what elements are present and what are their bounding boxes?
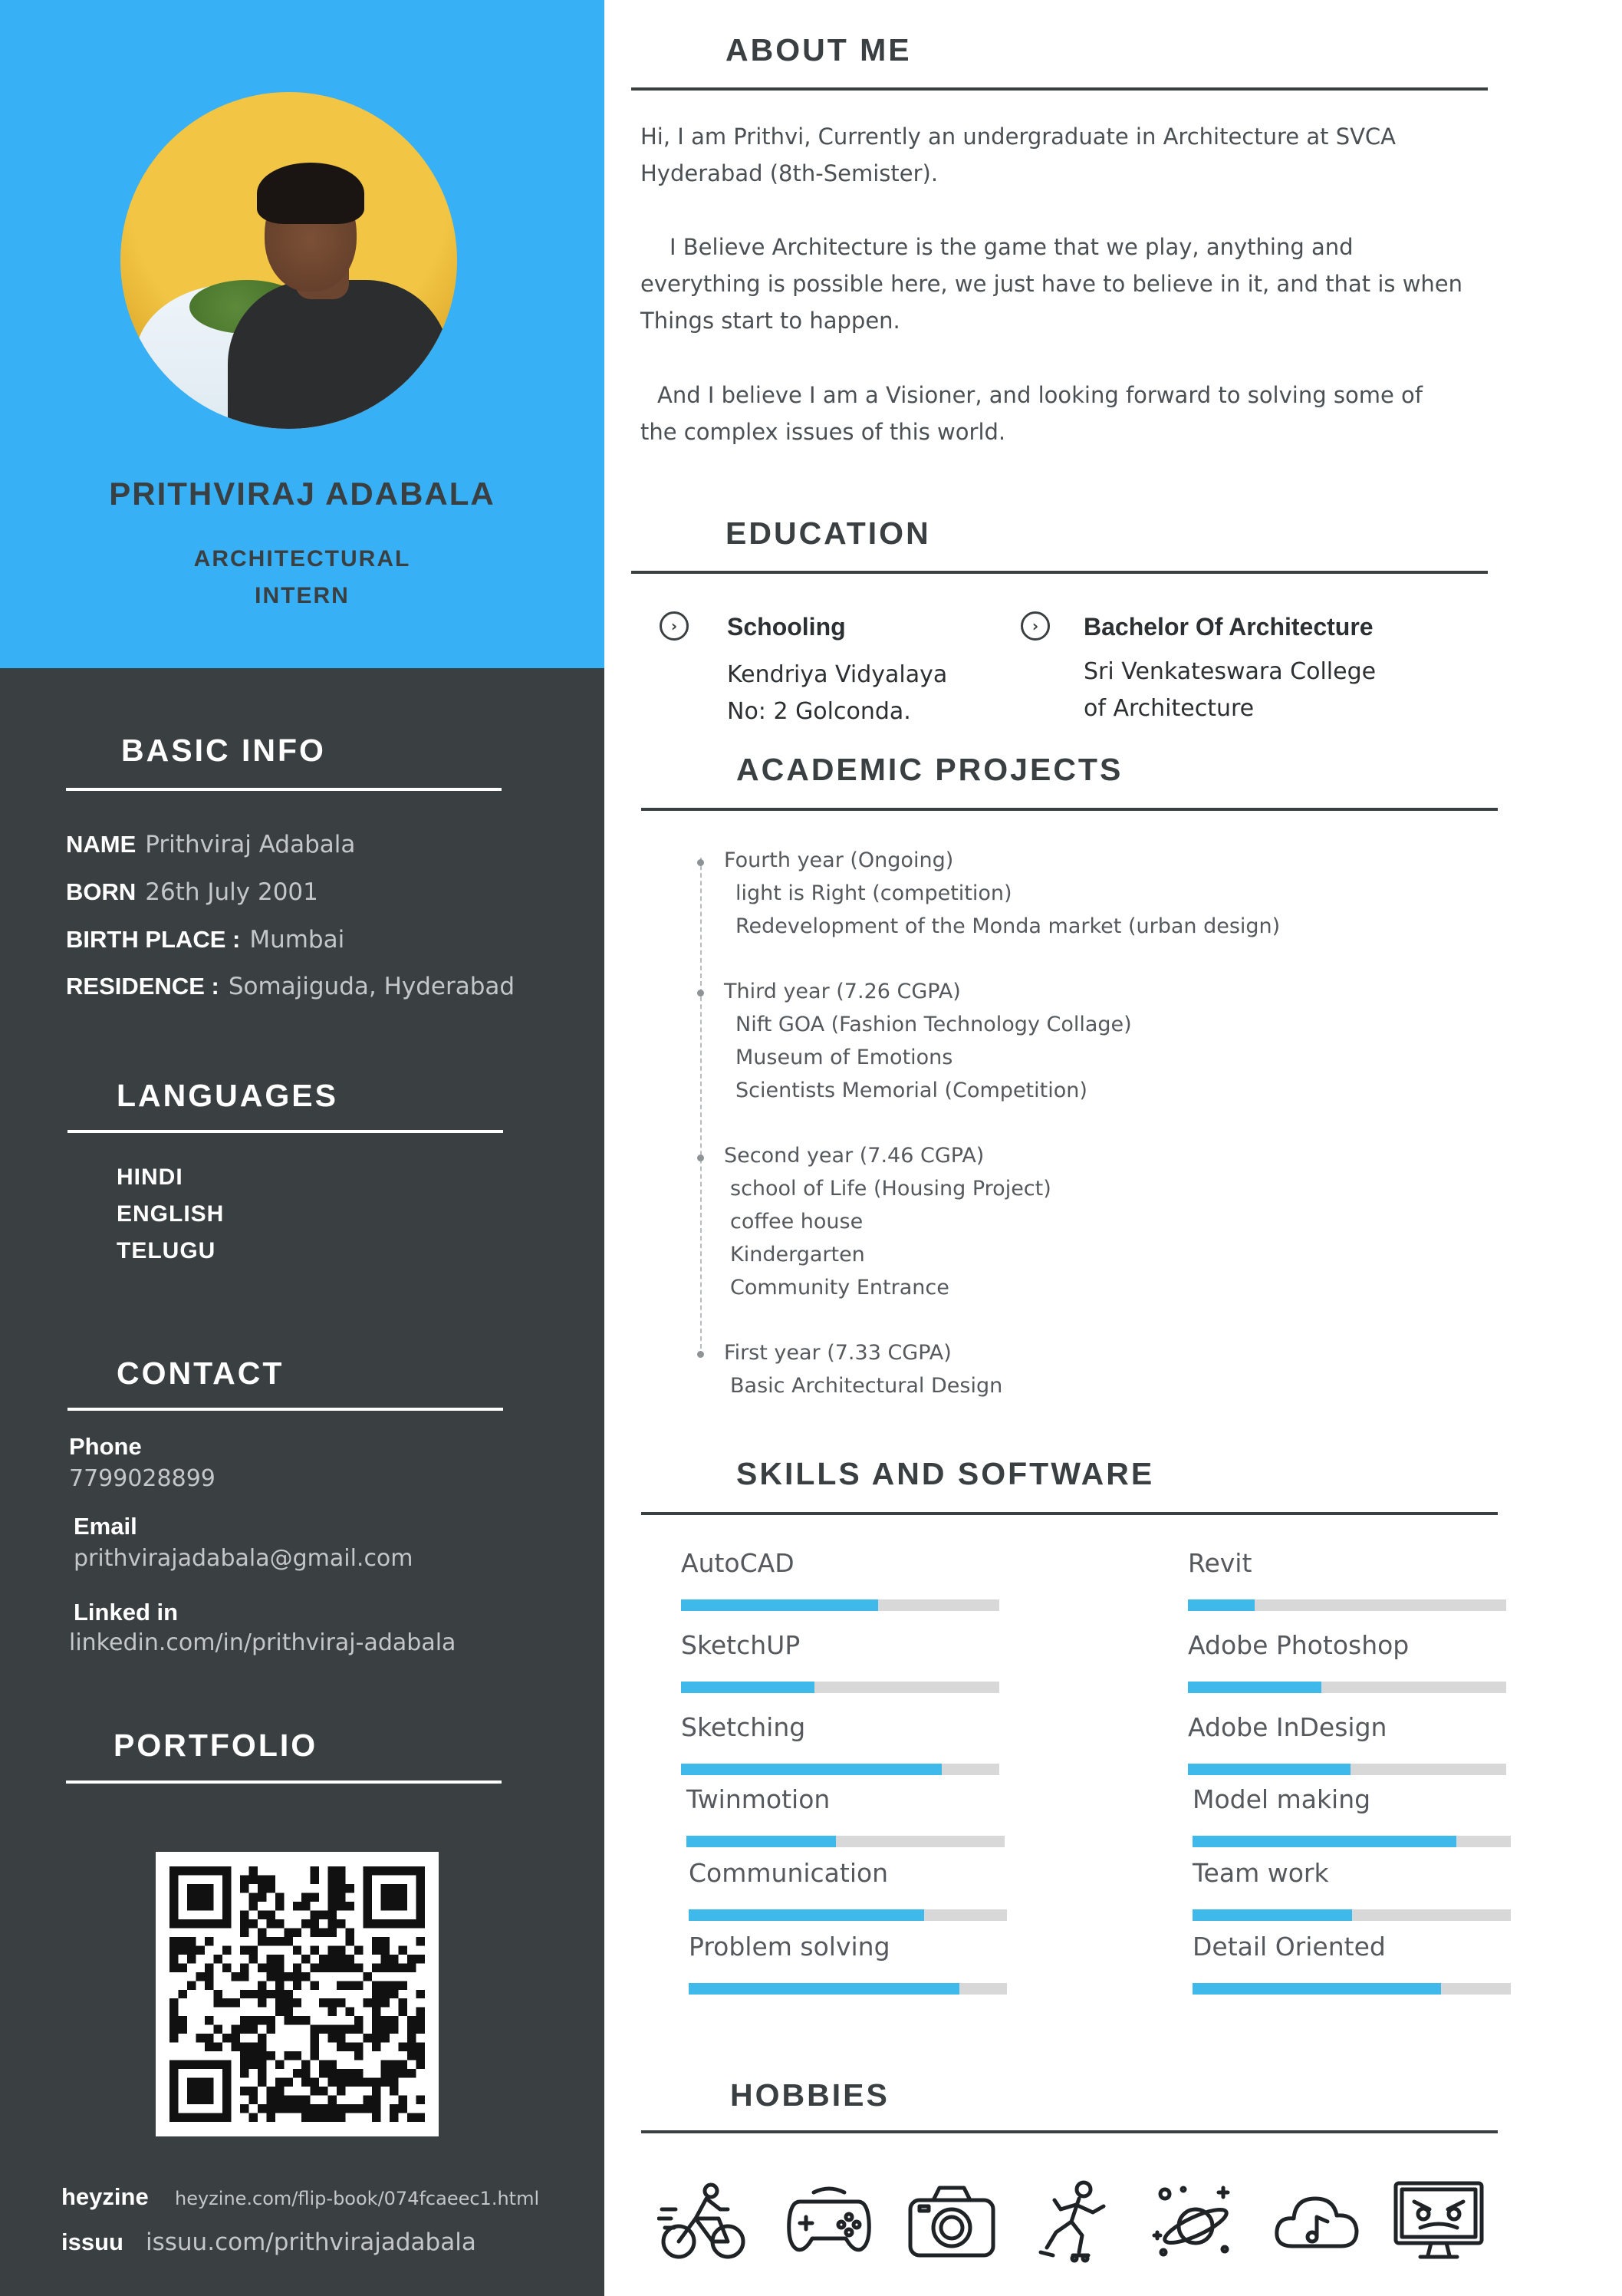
space-icon	[1148, 2179, 1240, 2263]
skill-label: Team work	[1193, 1858, 1329, 1888]
heyzine-label: heyzine	[61, 2183, 149, 2210]
languages-heading: LANGUAGES	[117, 1078, 338, 1113]
gaming-monitor-icon	[1393, 2179, 1485, 2263]
about-paragraph-2: I Believe Architecture is the game that we play, anything and everything is possible here, we just have to believe in it, and that is when Things start to happen.	[640, 234, 1463, 334]
project-item: Redevelopment of the Monda market (urban design)	[735, 914, 1281, 938]
timeline-dot	[697, 859, 704, 866]
skill-label: SketchUP	[681, 1630, 801, 1660]
education-divider	[631, 571, 1488, 574]
education-heading: EDUCATION	[725, 516, 931, 551]
contact-divider	[67, 1408, 503, 1411]
skill-label: Model making	[1193, 1784, 1371, 1814]
project-item: Kindergarten	[730, 1243, 865, 1267]
language-item: HINDI	[117, 1164, 183, 1190]
skill-label: Sketching	[681, 1712, 806, 1742]
skill-bar	[681, 1682, 999, 1693]
portfolio-qr-code[interactable]	[156, 1852, 439, 2136]
skill-bar-fill	[689, 1909, 924, 1921]
role-title-line2: INTERN	[255, 583, 350, 608]
education-title-bachelor: Bachelor Of Architecture	[1084, 613, 1374, 641]
project-year: Third year (7.26 CGPA)	[724, 980, 961, 1003]
music-cloud-icon	[1271, 2179, 1363, 2263]
skill-label: Communication	[689, 1858, 889, 1888]
project-item: school of Life (Housing Project)	[730, 1177, 1051, 1201]
skills-divider	[641, 1512, 1498, 1515]
skill-bar-fill	[689, 1983, 959, 1995]
skill-bar	[1188, 1599, 1506, 1611]
skill-bar	[1188, 1764, 1506, 1775]
info-row-name: NAME Prithviraj Adabala	[66, 831, 356, 858]
info-row-birth-place: BIRTH PLACE : Mumbai	[66, 926, 345, 954]
skill-bar	[1188, 1682, 1506, 1693]
skill-bar-fill	[681, 1599, 878, 1611]
chevron-right-icon: ›	[660, 611, 689, 641]
issuu-label: issuu	[61, 2228, 123, 2255]
project-year: Fourth year (Ongoing)	[724, 848, 954, 872]
project-year: First year (7.33 CGPA)	[724, 1341, 952, 1365]
person-name: PRITHVIRAJ ADABALA	[109, 476, 495, 512]
language-item: ENGLISH	[117, 1201, 225, 1227]
skill-label: Problem solving	[689, 1932, 890, 1962]
skill-bar	[689, 1909, 1007, 1921]
skill-bar-fill	[686, 1836, 836, 1847]
skill-bar	[681, 1599, 999, 1611]
basic-info-divider	[66, 788, 502, 791]
skill-label: AutoCAD	[681, 1548, 795, 1578]
gamepad-icon	[783, 2179, 875, 2263]
role-title-line1: ARCHITECTURAL	[193, 546, 411, 572]
timeline-dot	[697, 1155, 704, 1161]
projects-timeline	[700, 858, 702, 1356]
education-college-line2: of Architecture	[1084, 695, 1255, 722]
about-divider	[631, 87, 1488, 91]
cycling-icon	[657, 2179, 749, 2263]
about-paragraph-3: And I believe I am a Visioner, and looking forward to solving some of the complex issues of this world.	[640, 382, 1423, 445]
skill-bar-fill	[1193, 1836, 1456, 1847]
skill-bar-fill	[1188, 1682, 1321, 1693]
project-item: Museum of Emotions	[735, 1046, 953, 1069]
skill-bar	[1193, 1836, 1511, 1847]
project-item: coffee house	[730, 1210, 864, 1234]
hobbies-heading: HOBBIES	[730, 2077, 890, 2113]
skill-bar-fill	[1193, 1983, 1441, 1995]
project-item: Nift GOA (Fashion Technology Collage)	[735, 1013, 1132, 1036]
skill-bar-fill	[1193, 1909, 1352, 1921]
skill-bar-fill	[681, 1682, 814, 1693]
camera-icon	[906, 2179, 998, 2263]
info-row-residence: RESIDENCE : Somajiguda, Hyderabad	[66, 973, 515, 1000]
info-row-born: BORN 26th July 2001	[66, 878, 318, 906]
skill-label: Detail Oriented	[1193, 1932, 1386, 1962]
skill-label: Twinmotion	[686, 1784, 831, 1814]
languages-divider	[67, 1130, 503, 1133]
phone-label: Phone	[69, 1433, 142, 1460]
skill-label: Adobe InDesign	[1188, 1712, 1387, 1742]
skill-bar-fill	[1188, 1764, 1351, 1775]
language-item: TELUGU	[117, 1238, 216, 1263]
qr-code-icon	[169, 1866, 425, 2123]
issuu-link[interactable]: issuu.com/prithvirajadabala	[146, 2228, 476, 2256]
skill-bar	[1193, 1983, 1511, 1995]
skating-icon	[1028, 2179, 1120, 2263]
hobbies-divider	[641, 2130, 1498, 2133]
phone-number[interactable]: 7799028899	[69, 1465, 215, 1492]
timeline-dot	[697, 1351, 704, 1358]
chevron-right-icon: ›	[1021, 611, 1050, 641]
education-title-schooling: Schooling	[727, 613, 846, 641]
contact-heading: CONTACT	[117, 1356, 285, 1391]
skill-bar	[1193, 1909, 1511, 1921]
project-item: Community Entrance	[730, 1276, 949, 1300]
basic-info-heading: BASIC INFO	[121, 733, 326, 768]
heyzine-link[interactable]: heyzine.com/flip-book/074fcaeec1.html	[175, 2188, 540, 2209]
email-link[interactable]: prithvirajadabala@gmail.com	[74, 1545, 413, 1572]
about-heading: ABOUT ME	[725, 32, 912, 68]
portfolio-heading: PORTFOLIO	[114, 1728, 318, 1763]
projects-divider	[641, 808, 1498, 811]
linkedin-label: Linked in	[74, 1599, 179, 1626]
linkedin-link[interactable]: linkedin.com/in/prithviraj-adabala	[69, 1629, 456, 1656]
skill-bar-fill	[1188, 1599, 1255, 1611]
email-label: Email	[74, 1513, 137, 1540]
skill-label: Revit	[1188, 1548, 1252, 1578]
project-item: light is Right (competition)	[735, 881, 1012, 905]
skill-bar-fill	[681, 1764, 942, 1775]
about-paragraph-1: Hi, I am Prithvi, Currently an undergraduate in Architecture at SVCA Hyderabad (8th-Semister).	[640, 124, 1397, 186]
timeline-dot	[697, 990, 704, 996]
skills-heading: SKILLS AND SOFTWARE	[736, 1456, 1155, 1491]
education-college-line1: Sri Venkateswara College	[1084, 658, 1377, 685]
skill-bar	[689, 1983, 1007, 1995]
education-school-line1: Kendriya Vidyalaya	[727, 661, 948, 688]
projects-heading: ACADEMIC PROJECTS	[736, 752, 1124, 787]
project-item: Basic Architectural Design	[730, 1374, 1003, 1398]
profile-photo	[120, 92, 457, 429]
project-year: Second year (7.46 CGPA)	[724, 1144, 985, 1168]
skill-bar	[686, 1836, 1005, 1847]
skill-label: Adobe Photoshop	[1188, 1630, 1410, 1660]
education-school-line2: No: 2 Golconda.	[727, 698, 911, 725]
skill-bar	[681, 1764, 999, 1775]
project-item: Scientists Memorial (Competition)	[735, 1079, 1087, 1102]
portfolio-divider	[66, 1780, 502, 1784]
